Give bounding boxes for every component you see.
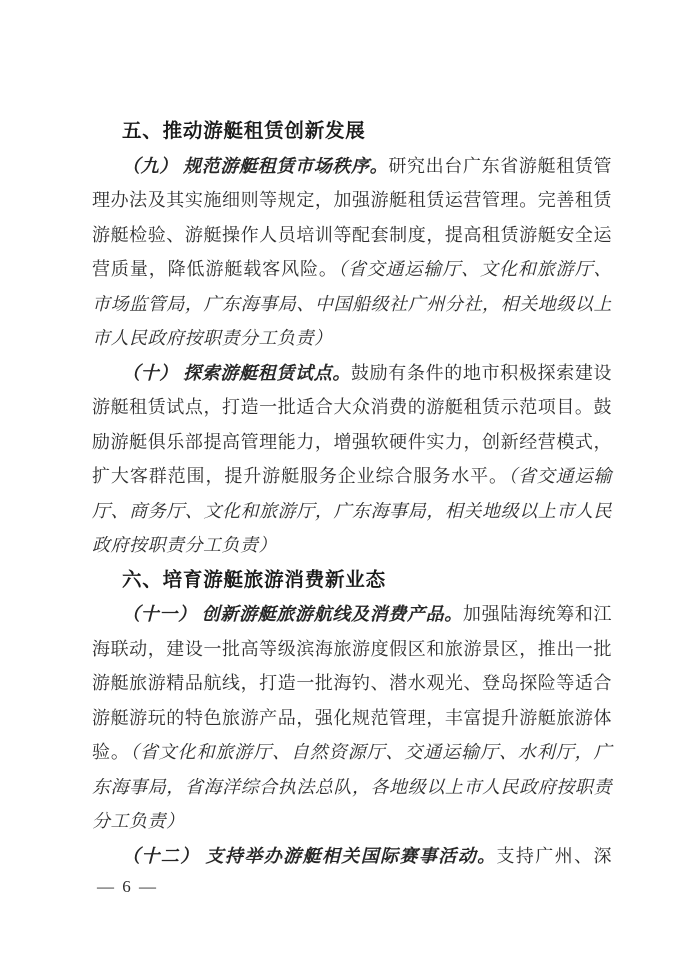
segment-body: 游艇游玩的特色旅游产品，强化规范管理，丰富提升游艇旅游体 [92, 707, 612, 728]
segment-title: （十一） 创新游艇旅游航线及消费产品。 [122, 604, 463, 624]
segment-body: 理办法及其实施细则等规定，加强游艇租赁运营管理。完善租赁 [92, 190, 612, 210]
text-line [92, 252, 612, 287]
text-line [92, 804, 612, 839]
segment-body: 营质量，降低游艇载客风险。 [92, 259, 338, 279]
segment-dept: （省文化和旅游厅、自然资源厅、交通运输厅、水利厅，广 [129, 742, 613, 762]
segment-body: 海联动，建设一批高等级滨海旅游度假区和旅游景区，推出一批 [92, 638, 612, 659]
segment-dept: 政府按职责分工负责） [92, 535, 277, 555]
segment-body: 励游艇俱乐部提高管理能力，增强软硬件实力，创新经营模式， [92, 431, 612, 452]
text-line [92, 287, 612, 322]
text-line [92, 218, 612, 253]
segment-body: 游艇检验、游艇操作人员培训等配套制度，提高租赁游艇安全运 [92, 224, 612, 245]
segment-body: 游艇租赁试点，打造一批适合大众消费的游艇租赁示范项目。鼓 [92, 397, 612, 417]
text-line [92, 183, 612, 218]
segment-dept: 厅、商务厅、文化和旅游厅，广东海事局，相关地级以上市人民 [92, 500, 612, 521]
text-line [92, 149, 612, 184]
segment-dept: （省交通运输 [507, 466, 613, 486]
segment-dept: 东海事局，省海洋综合执法总队，各地级以上市人民政府按职责 [92, 776, 612, 797]
segment-body: 加强陆海统筹和江 [462, 604, 612, 624]
text-line [92, 356, 612, 391]
text-line [92, 597, 612, 632]
segment-body: 鼓励有条件的地市积极探索建设 [351, 362, 612, 383]
text-line [92, 839, 612, 874]
segment-title: （九） 规范游艇租赁市场秩序。 [122, 155, 389, 176]
text-line [92, 632, 612, 667]
segment-dept: 分工负责） [92, 811, 185, 831]
text-line [92, 528, 612, 563]
text-line [92, 494, 612, 529]
segment-dept: （省交通运输厅、文化和旅游厅、 [337, 259, 612, 279]
segment-dept: 市人民政府按职责分工负责） [92, 328, 333, 348]
page-number: — 6 — [97, 877, 158, 896]
segment-body: 扩大客群范围，提升游艇服务企业综合服务水平。 [92, 466, 508, 486]
segment-title: （十） 探索游艇租赁试点。 [122, 362, 351, 383]
text-line [92, 425, 612, 460]
text-line [92, 459, 612, 494]
section-heading [92, 563, 612, 598]
segment-dept: 市场监管局，广东海事局、中国船级社广州分社，相关地级以上 [92, 293, 612, 314]
text-line [92, 770, 612, 805]
segment-body: 游艇旅游精品航线，打造一批海钓、潜水观光、登岛探险等适合 [92, 673, 612, 693]
segment-body: 验。 [92, 742, 130, 762]
segment-heading: 五、推动游艇租赁创新发展 [122, 120, 366, 142]
segment-body: 支持广州、深 [496, 845, 612, 866]
document-body [92, 114, 612, 873]
text-line [92, 390, 612, 425]
section-heading [92, 114, 612, 149]
text-line [92, 666, 612, 701]
segment-body: 研究出台广东省游艇租赁管 [388, 155, 613, 176]
segment-title: （十二） 支持举办游艇相关国际赛事活动。 [122, 845, 497, 866]
text-line [92, 701, 612, 736]
text-line [92, 321, 612, 356]
segment-heading: 六、培育游艇旅游消费新业态 [122, 568, 386, 591]
text-line [92, 735, 612, 770]
